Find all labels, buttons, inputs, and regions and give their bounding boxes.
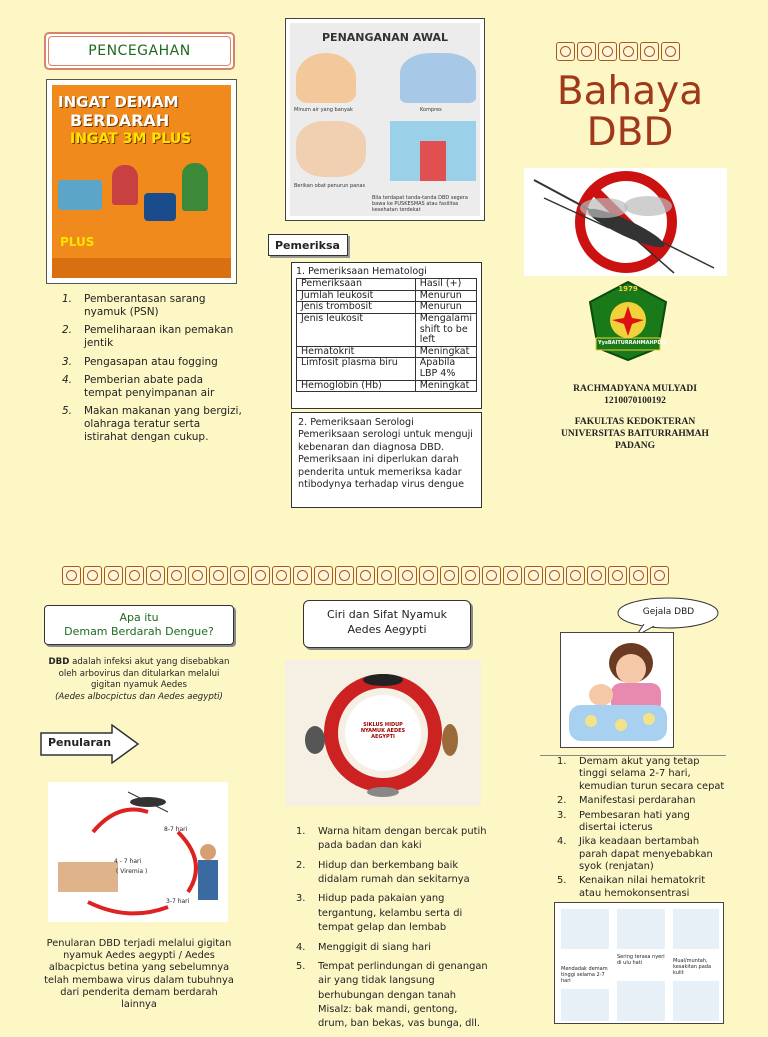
apa-itu-header [44, 605, 234, 645]
penanganan-caption-3: Berikan obat penurun panas [294, 183, 366, 189]
gejala-bubble-text: Gejala DBD [642, 607, 695, 617]
list-item: 3. Hidup pada pakaian yang tergantung, kelambu serta di tempat gelap dan lembab [296, 893, 463, 934]
ornament-icon [335, 566, 354, 585]
university-name: UNIVERSITAS BAITURRAHMAH [561, 428, 709, 439]
ornament-icon [440, 566, 459, 585]
table-row: Hemoglobin (Hb) Meningkat [297, 380, 477, 392]
symptom-caption-1: Mendadak demam tinggi selama 2-7 hari [561, 966, 608, 984]
ornament-icon [461, 566, 480, 585]
ornament-icon [293, 566, 312, 585]
table-row: Hematokrit Meningkat [297, 346, 477, 358]
ornament-icon [556, 42, 575, 61]
apa-itu-title-1: Apa itu [119, 611, 159, 624]
list-item: 5. Kenaikan nilai hematokrit atau hemokonsentrasi [557, 875, 706, 899]
ornament-icon [356, 566, 375, 585]
symptom-caption-3: Mual/muntah, kesakitan pada kulit [673, 958, 712, 976]
ornament-icon [619, 42, 638, 61]
cycle-label-3: ( Viremia ) [116, 868, 148, 875]
city-name: PADANG [615, 440, 655, 451]
poster-drum-illustration [144, 193, 176, 221]
list-item: 3. Pengasapan atau fogging [62, 355, 218, 368]
poster-child-illustration [182, 163, 208, 211]
poster-footer-band [52, 258, 231, 278]
ornament-icon [377, 566, 396, 585]
list-item: 2. Hidup dan berkembang baik didalam rumah dan sekitarnya [296, 859, 470, 886]
penanganan-caption-1: Minum air yang banyak [294, 107, 353, 113]
penanganan-awal-card [285, 18, 485, 221]
ornament-icon [251, 566, 270, 585]
ornament-icon [104, 566, 123, 585]
ciri-list [296, 825, 488, 1037]
ornament-icon [545, 566, 564, 585]
divider-ornament-row [62, 566, 712, 588]
sick-child-image [560, 632, 674, 748]
poster-line-3: INGAT 3M PLUS [70, 131, 192, 147]
serologi-text: 2. Pemeriksaan Serologi Pemeriksaan serologi untuk menguji kebenaran dan diagnosa DBD. Pemeriksaan ini diperlukan darah penderita untuk memeriksa kadar ntibodynya terhadap virus dengue [298, 417, 473, 491]
3m-plus-poster [46, 79, 237, 284]
table-row: Jenis trombosit Menurun [297, 302, 477, 314]
symptom-caption-2: Sering terasa nyeri di ulu hati [617, 954, 665, 966]
list-item: 5. Tempat perlindungan di genangan air yang tidak langsung berhubungan dengan tanah Misalz: bak mandi, gentong, drum, ban bekas, vas bunga, dll. [296, 960, 488, 1030]
cycle-label-4: 3-7 hari [166, 898, 190, 905]
ornament-icon [503, 566, 522, 585]
author-name: RACHMADYANA MULYADI [573, 384, 697, 394]
ornament-icon [598, 42, 617, 61]
list-item: 1. Pemberantasan sarang nyamuk (PSN) [62, 293, 206, 319]
list-item: 1. Demam akut yang tetap tinggi selama 2-7 hari, kemudian turun secara cepat [557, 756, 725, 792]
poster-tank-illustration [58, 180, 102, 210]
ornament-icon [482, 566, 501, 585]
drinking-illustration [296, 53, 356, 103]
ornament-icon [629, 566, 648, 585]
list-item: 1. Warna hitam dengan bercak putih pada badan dan kaki [296, 826, 487, 852]
list-item: 3. Pembesaran hati yang disertai icterus [557, 809, 690, 833]
table-row: Pemeriksaan Hasil (+) [297, 279, 477, 291]
ornament-icon [146, 566, 165, 585]
ornament-icon [272, 566, 291, 585]
penularan-label: Penularan [48, 736, 112, 749]
dbd-bold: DBD [48, 657, 70, 667]
poster-line-1: INGAT DEMAM [58, 93, 179, 111]
ciri-title-1: Ciri dan Sifat Nyamuk [326, 608, 447, 621]
ornament-icon [188, 566, 207, 585]
cover-ornament-row [556, 42, 706, 64]
ornament-icon [230, 566, 249, 585]
list-item: 2. Pemeliharaan ikan pemakan jentik [62, 324, 234, 350]
cycle-label-2: 4 - 7 hari [114, 858, 142, 865]
ciri-title-2: Aedes Aegypti [347, 622, 427, 636]
logo-band: Yys BAITURRAHMAH PDG [598, 340, 666, 346]
gejala-bubble [616, 596, 721, 632]
ornament-icon [661, 42, 680, 61]
ornament-icon [125, 566, 144, 585]
table-row: Limfosit plasma biru Apabila LBP 4% [297, 358, 477, 380]
ornament-icon [608, 566, 627, 585]
transmission-cycle-image [48, 782, 228, 922]
table-row: Jumlah leukosit Menurun [297, 290, 477, 302]
faculty-name: FAKULTAS KEDOKTERAN [574, 416, 696, 427]
ornament-icon [587, 566, 606, 585]
ornament-icon [419, 566, 438, 585]
gejala-list [557, 756, 729, 902]
university-logo [588, 280, 668, 362]
ornament-icon [640, 42, 659, 61]
hematologi-box [291, 262, 482, 409]
list-item: 4. Pemberian abate pada tempat penyimpanan air [62, 373, 215, 399]
cover-title [530, 69, 730, 155]
ciri-header [303, 600, 471, 648]
poster-kids-illustration [112, 165, 138, 205]
medicine-illustration [296, 121, 366, 177]
ornament-icon [566, 566, 585, 585]
list-item: 5. Makan makanan yang bergizi, olahraga teratur serta istirahat dengan cukup. [62, 404, 242, 444]
life-cycle-ring-text: SIKLUS HIDUP NYAMUK AEDES AEGYPTI [360, 722, 406, 740]
penanganan-caption-4: Bila terdapat tanda-tanda DBD segera bawa ke PUSKESMAS atau fasilitas kesehatan terdekat [372, 195, 468, 213]
symptoms-illustration-grid [554, 902, 724, 1024]
compress-illustration [400, 53, 476, 103]
life-cycle-image [285, 660, 481, 806]
pencegahan-title: PENCEGAHAN [88, 43, 191, 59]
penanganan-caption-2: Kompres [420, 107, 442, 113]
cover-title-line2: DBD [586, 109, 674, 155]
cover-title-line1: Bahaya [556, 69, 704, 114]
logo-year: 1979 [618, 285, 638, 293]
hematologi-title: 1. Pemeriksaan Hematologi [296, 266, 427, 277]
ornament-icon [167, 566, 186, 585]
cycle-label-1: 8-7 hari [164, 826, 188, 833]
ornament-icon [577, 42, 596, 61]
ornament-icon [83, 566, 102, 585]
ornament-icon [398, 566, 417, 585]
serologi-box [291, 412, 482, 508]
ornament-icon [524, 566, 543, 585]
ornament-icon [62, 566, 81, 585]
penanganan-title: PENANGANAN AWAL [322, 31, 448, 44]
list-item: 2. Manifestasi perdarahan [557, 795, 696, 807]
table-row: Jenis leukosit Mengalami shift to be left [297, 313, 477, 346]
ornament-icon [314, 566, 333, 585]
cover-author-block [540, 384, 730, 452]
poster-plus-label: PLUS [60, 235, 95, 249]
apa-itu-title-2: Demam Berdarah Dengue? [64, 625, 214, 639]
apa-itu-desc: DBD adalah infeksi akut yang disebabkan oleh arbovirus dan ditularkan melalui gigitan nyamuk Aedes (Aedes albocpictus dan Aedes aegypti) [48, 657, 230, 702]
pencegahan-list [62, 293, 242, 449]
hematologi-table [296, 278, 477, 392]
ornament-icon [209, 566, 228, 585]
list-item: 4. Jika keadaan bertambah parah dapat menyebabkan syok (renjatan) [557, 836, 713, 872]
pemeriksa-label: Pemeriksa [268, 234, 348, 256]
penularan-arrow [40, 724, 140, 764]
species-text: (Aedes albocpictus dan Aedes aegypti) [55, 691, 223, 702]
no-mosquito-image [524, 168, 727, 276]
poster-line-2: BERDARAH [70, 111, 170, 130]
author-nim: 1210070100192 [604, 395, 666, 406]
ornament-icon [650, 566, 669, 585]
pencegahan-header [44, 32, 235, 70]
hospital-illustration [390, 121, 476, 181]
penularan-desc: Penularan DBD terjadi melalui gigitan nyamuk Aedes aegypti / Aedes albacpictus betina yang sebelumnya telah membawa virus dalam tubuhnya dari penderita demam berdarah lainnya [44, 938, 234, 1011]
list-item: 4. Menggigit di siang hari [296, 941, 432, 953]
